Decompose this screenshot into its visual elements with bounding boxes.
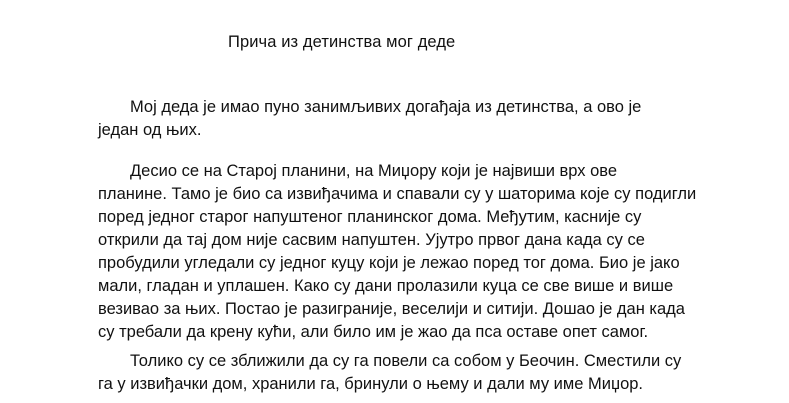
paragraph-line: поред једног старог напуштеног планинског дома. Међутим, касније су (98, 208, 642, 226)
paragraph-line: су требали да крену кући, али било им је жао да пса оставе опет самог. (98, 323, 649, 341)
paragraph-line: открили да тај дом није сасвим напуштен. Ујутро првог дана када су се (98, 231, 645, 249)
paragraph-line: планине. Тамо је био са извиђачима и спавали су у шаторима које су подигли (98, 185, 697, 203)
paragraph-line: Мој деда је имао пуно занимљивих догађаја из детинства, а ово је (130, 98, 642, 116)
paragraph-line: Десио се на Старој планини, на Миџору који је највиши врх ове (130, 162, 618, 180)
paragraph-line: Толико су се зближили да су га повели са собом у Беочин. Сместили су (130, 352, 682, 370)
document-title: Прича из детинства мог деде (228, 33, 456, 51)
paragraph-1 (98, 96, 718, 142)
paragraph-line: везивао за њих. Постао је разиграније, веселији и ситији. Дошао је дан када (98, 300, 685, 318)
paragraph-line: пробудили угледали су једног куцу који је лежао поред тог дома. Био је јако (98, 254, 680, 272)
paragraph-line: један од њих. (98, 121, 202, 139)
paragraph-3 (98, 350, 718, 396)
paragraph-line: га у извиђачки дом, хранили га, бринули о њему и дали му име Миџор. (98, 375, 644, 393)
paragraph-line: мали, гладан и уплашен. Како су дани пролазили куца се све више и више (98, 277, 674, 295)
paragraph-2 (98, 160, 718, 344)
